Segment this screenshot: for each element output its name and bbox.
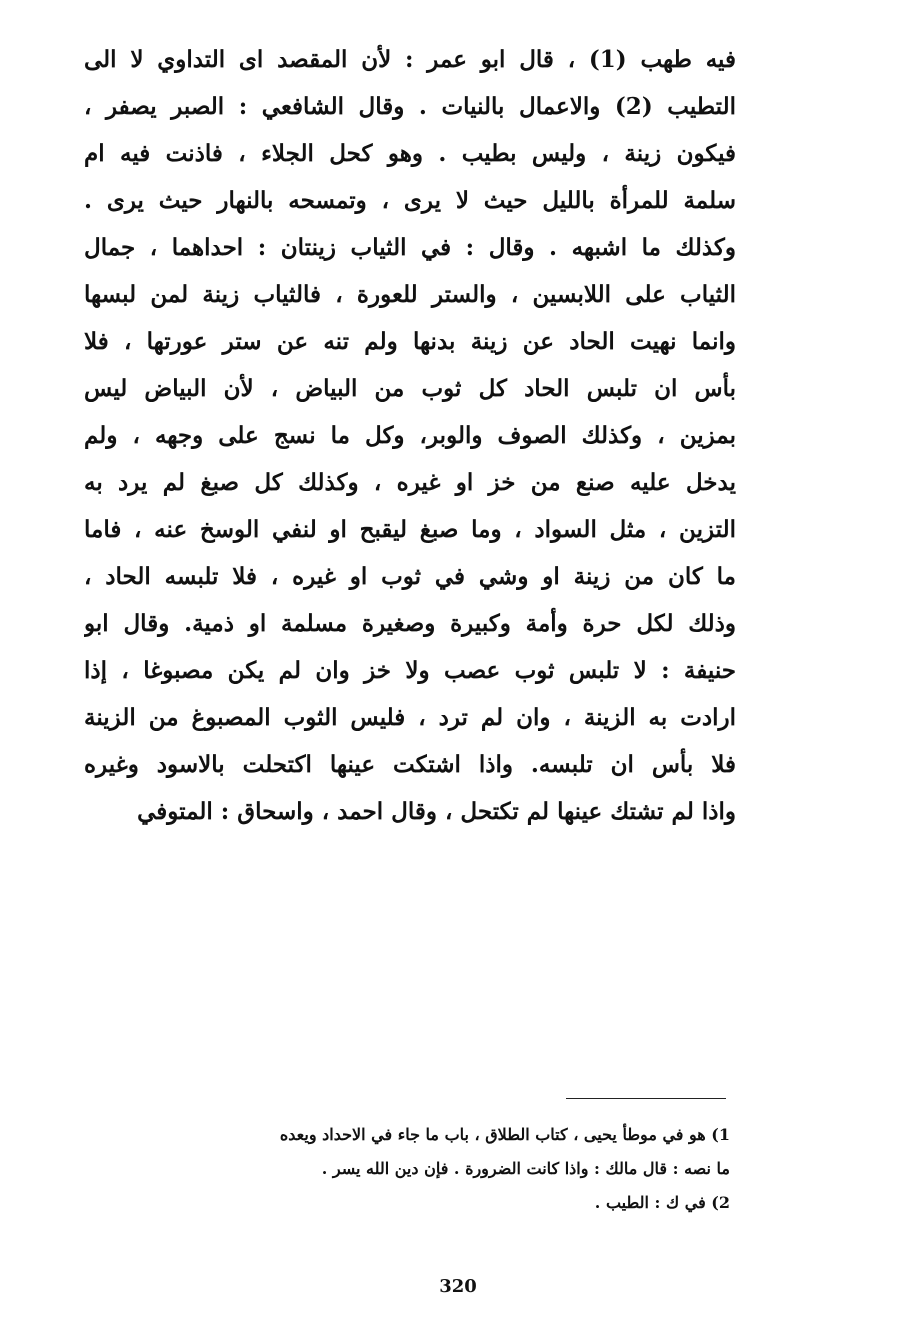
text-line: التطيب (2) والاعمال بالنيات . وقال الشافعي : الصبر يصفر ، xyxy=(84,93,736,120)
text-line: فيكون زينة ، وليس بطيب . وهو كحل الجلاء ، فاذنت فيه ام xyxy=(84,140,736,167)
text-line: وذلك لكل حرة وأمة وكبيرة وصغيرة مسلمة او ذمية. وقال ابو xyxy=(84,610,736,637)
text-line: بمزين ، وكذلك الصوف والوبر، وكل ما نسج على وجهه ، ولم xyxy=(84,422,736,449)
text-line: ارادت به الزينة ، وان لم ترد ، فليس الثوب المصبوغ من الزينة xyxy=(84,704,736,731)
text-line: ما كان من زينة او وشي في ثوب او غيره ، فلا تلبسه الحاد ، xyxy=(84,563,736,590)
footnote-line: ما نصه : قال مالك : واذا كانت الضرورة . فإن دين الله يسر . xyxy=(321,1159,730,1178)
text-line: يدخل عليه صنع من خز او غيره ، وكذلك كل صبغ لم يرد به xyxy=(84,469,736,496)
text-line: وانما نهيت الحاد عن زينة بدنها ولم تنه عن ستر عورتها ، فلا xyxy=(84,328,736,355)
text-line: فيه طهب (1) ، قال ابو عمر : لأن المقصد اى التداوي لا الى xyxy=(84,46,736,73)
text-line: سلمة للمرأة بالليل حيث لا يرى ، وتمسحه بالنهار حيث يرى . xyxy=(84,187,736,214)
footnote-line: 1) هو في موطأ يحيى ، كتاب الطلاق ، باب ما جاء في الاحداد ويعده xyxy=(279,1125,730,1144)
text-line: حنيفة : لا تلبس ثوب عصب ولا خز وان لم يكن مصبوغا ، إذا xyxy=(84,657,736,684)
text-line: التزين ، مثل السواد ، وما صبغ ليقبح او لنفي الوسخ عنه ، فاما xyxy=(84,516,736,543)
text-line: بأس ان تلبس الحاد كل ثوب من البياض ، لأن البياض ليس xyxy=(84,375,736,402)
text-line: الثياب على اللابسين ، والستر للعورة ، فالثياب زينة لمن لبسها xyxy=(84,281,736,308)
text-line: فلا بأس ان تلبسه. واذا اشتكت عينها اكتحلت بالاسود وغيره xyxy=(84,751,736,778)
main-text xyxy=(84,36,736,835)
footnotes xyxy=(84,1118,730,1220)
page-number: 320 xyxy=(439,1276,477,1297)
text-line: واذا لم تشتك عينها لم تكتحل ، وقال احمد ، واسحاق : المتوفي xyxy=(137,798,736,825)
footnote-divider xyxy=(566,1098,726,1099)
footnote-line: 2) في ك : الطيب . xyxy=(594,1193,730,1212)
text-line: وكذلك ما اشبهه . وقال : في الثياب زينتان : احداهما ، جمال xyxy=(84,234,736,261)
